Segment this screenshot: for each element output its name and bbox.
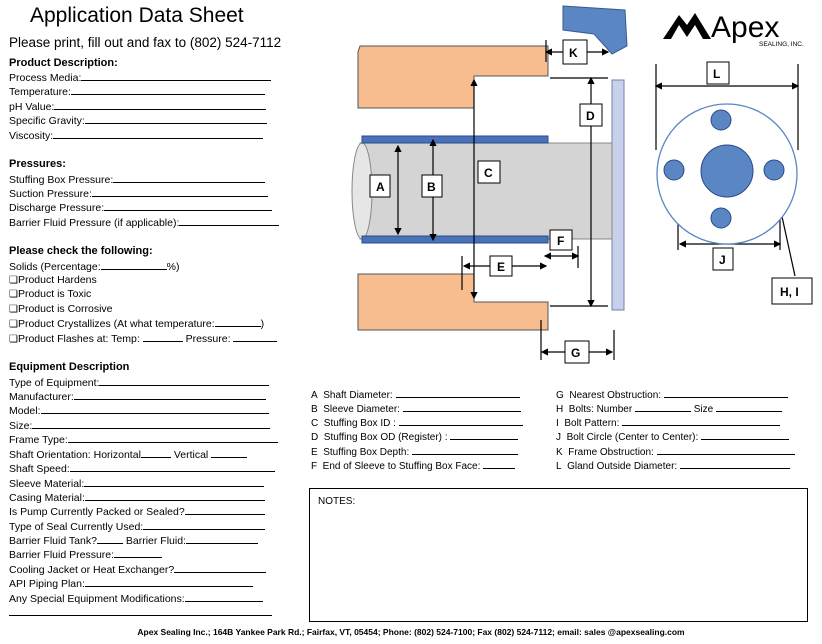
page-title: Application Data Sheet xyxy=(30,4,244,27)
product-crystallizes-checkbox[interactable]: ❏Product Crystallizes (At what temperature: ) xyxy=(9,318,265,330)
legend-k[interactable]: K Frame Obstruction: xyxy=(556,445,795,458)
barrier-fluid-pressure-equip-field[interactable]: Barrier Fluid Pressure: xyxy=(9,548,162,562)
casing-material-field[interactable]: Casing Material: xyxy=(9,491,265,505)
legend-j[interactable]: J Bolt Circle (Center to Center): xyxy=(556,430,789,443)
gland-face xyxy=(612,80,624,310)
gland-bore xyxy=(701,145,753,197)
gland-label-j: J xyxy=(719,253,726,267)
shaft-end xyxy=(352,143,372,239)
stuffing-box-pressure-field[interactable]: Stuffing Box Pressure: xyxy=(9,173,265,187)
legend-c[interactable]: C Stuffing Box ID : xyxy=(311,416,523,429)
legend-a[interactable]: A Shaft Diameter: xyxy=(311,388,520,401)
gland-face-view xyxy=(640,50,820,320)
barrier-fluid-pressure-field[interactable]: Barrier Fluid Pressure (if applicable): xyxy=(9,216,279,230)
product-corrosive-checkbox[interactable]: ❏Product is Corrosive xyxy=(9,303,113,315)
legend-e[interactable]: E Stuffing Box Depth: xyxy=(311,445,518,458)
model-field[interactable]: Model: xyxy=(9,404,269,418)
bolt-hole-right xyxy=(764,160,784,180)
shaft-orientation-field[interactable]: Shaft Orientation: Horizontal Vertical xyxy=(9,448,247,462)
notes-box[interactable] xyxy=(309,488,808,622)
product-flashes-checkbox[interactable]: ❏Product Flashes at: Temp: Pressure: xyxy=(9,332,277,346)
footer: Apex Sealing Inc.; 164B Yankee Park Rd.; Fairfax, VT, 05454; Phone: (802) 524-7100; Fax (802) 524-7112; email: sales @apexsealing.com xyxy=(137,627,685,637)
frame-type-field[interactable]: Frame Type: xyxy=(9,433,278,447)
specific-gravity-field[interactable]: Specific Gravity: xyxy=(9,114,267,128)
sleeve-material-field[interactable]: Sleeve Material: xyxy=(9,477,264,491)
ph-value-field[interactable]: pH Value: xyxy=(9,100,266,114)
legend-d[interactable]: D Stuffing Box OD (Register) : xyxy=(311,430,518,443)
gland-label-l: L xyxy=(713,67,721,81)
diagram-label-b: B xyxy=(427,180,436,194)
equipment-heading: Equipment Description xyxy=(9,361,130,373)
seal-type-field[interactable]: Type of Seal Currently Used: xyxy=(9,520,265,534)
pressures-heading: Pressures: xyxy=(9,158,66,170)
diagram-label-f: F xyxy=(557,234,565,248)
stuffing-box-diagram xyxy=(350,0,640,380)
upper-casing xyxy=(358,46,548,108)
legend-g[interactable]: G Nearest Obstruction: xyxy=(556,388,788,401)
page-subtitle: Please print, fill out and fax to (802) 524-7112 xyxy=(9,35,282,50)
discharge-pressure-field[interactable]: Discharge Pressure: xyxy=(9,201,272,215)
temperature-field[interactable]: Temperature: xyxy=(9,85,265,99)
process-media-field[interactable]: Process Media: xyxy=(9,71,271,85)
manufacturer-field[interactable]: Manufacturer: xyxy=(9,390,266,404)
product-hardens-checkbox[interactable]: ❏Product Hardens xyxy=(9,274,97,286)
legend-f[interactable]: F End of Sleeve to Stuffing Box Face: xyxy=(311,459,515,472)
check-heading: Please check the following: xyxy=(9,245,153,257)
modifications-extra-line[interactable] xyxy=(9,615,272,616)
notes-label: NOTES: xyxy=(318,496,356,507)
diagram-label-d: D xyxy=(586,109,595,123)
legend-b[interactable]: B Sleeve Diameter: xyxy=(311,402,521,415)
bolt-hole-bottom xyxy=(711,208,731,228)
size-field[interactable]: Size: xyxy=(9,419,270,433)
legend-h[interactable]: H Bolts: Number Size xyxy=(556,402,782,415)
equipment-type-field[interactable]: Type of Equipment: xyxy=(9,376,269,390)
diagram-label-g: G xyxy=(571,346,581,360)
diagram-label-c: C xyxy=(484,166,493,180)
legend-i[interactable]: I Bolt Pattern: xyxy=(556,416,780,429)
product-toxic-checkbox[interactable]: ❏Product is Toxic xyxy=(9,288,92,300)
shaft-speed-field[interactable]: Shaft Speed: xyxy=(9,462,275,476)
lower-casing xyxy=(358,274,548,330)
pump-packed-field[interactable]: Is Pump Currently Packed or Sealed? xyxy=(9,505,265,519)
suction-pressure-field[interactable]: Suction Pressure: xyxy=(9,187,268,201)
solids-field[interactable]: Solids (Percentage: %) xyxy=(9,261,180,273)
gland-label-hi: H, I xyxy=(780,285,799,299)
apex-logo xyxy=(663,7,813,52)
diagram-label-a: A xyxy=(376,180,385,194)
logo-tagline: SEALING, INC. xyxy=(759,41,804,47)
cooling-jacket-field[interactable]: Cooling Jacket or Heat Exchanger? xyxy=(9,563,266,577)
viscosity-field[interactable]: Viscosity: xyxy=(9,129,263,143)
barrier-fluid-tank-field[interactable]: Barrier Fluid Tank? Barrier Fluid: xyxy=(9,534,258,548)
diagram-label-e: E xyxy=(497,260,506,274)
diagram-label-k: K xyxy=(569,46,578,60)
bolt-hole-left xyxy=(664,160,684,180)
product-description-heading: Product Description: xyxy=(9,57,118,69)
sleeve-top xyxy=(362,136,548,143)
sleeve-bottom xyxy=(362,236,548,243)
api-piping-field[interactable]: API Piping Plan: xyxy=(9,577,253,591)
bolt-hole-top xyxy=(711,110,731,130)
equipment-modifications-field[interactable]: Any Special Equipment Modifications: xyxy=(9,592,263,606)
legend-l[interactable]: L Gland Outside Diameter: xyxy=(556,459,790,472)
mountain-logo-icon xyxy=(663,7,813,47)
logo-name: Apex xyxy=(711,11,780,44)
